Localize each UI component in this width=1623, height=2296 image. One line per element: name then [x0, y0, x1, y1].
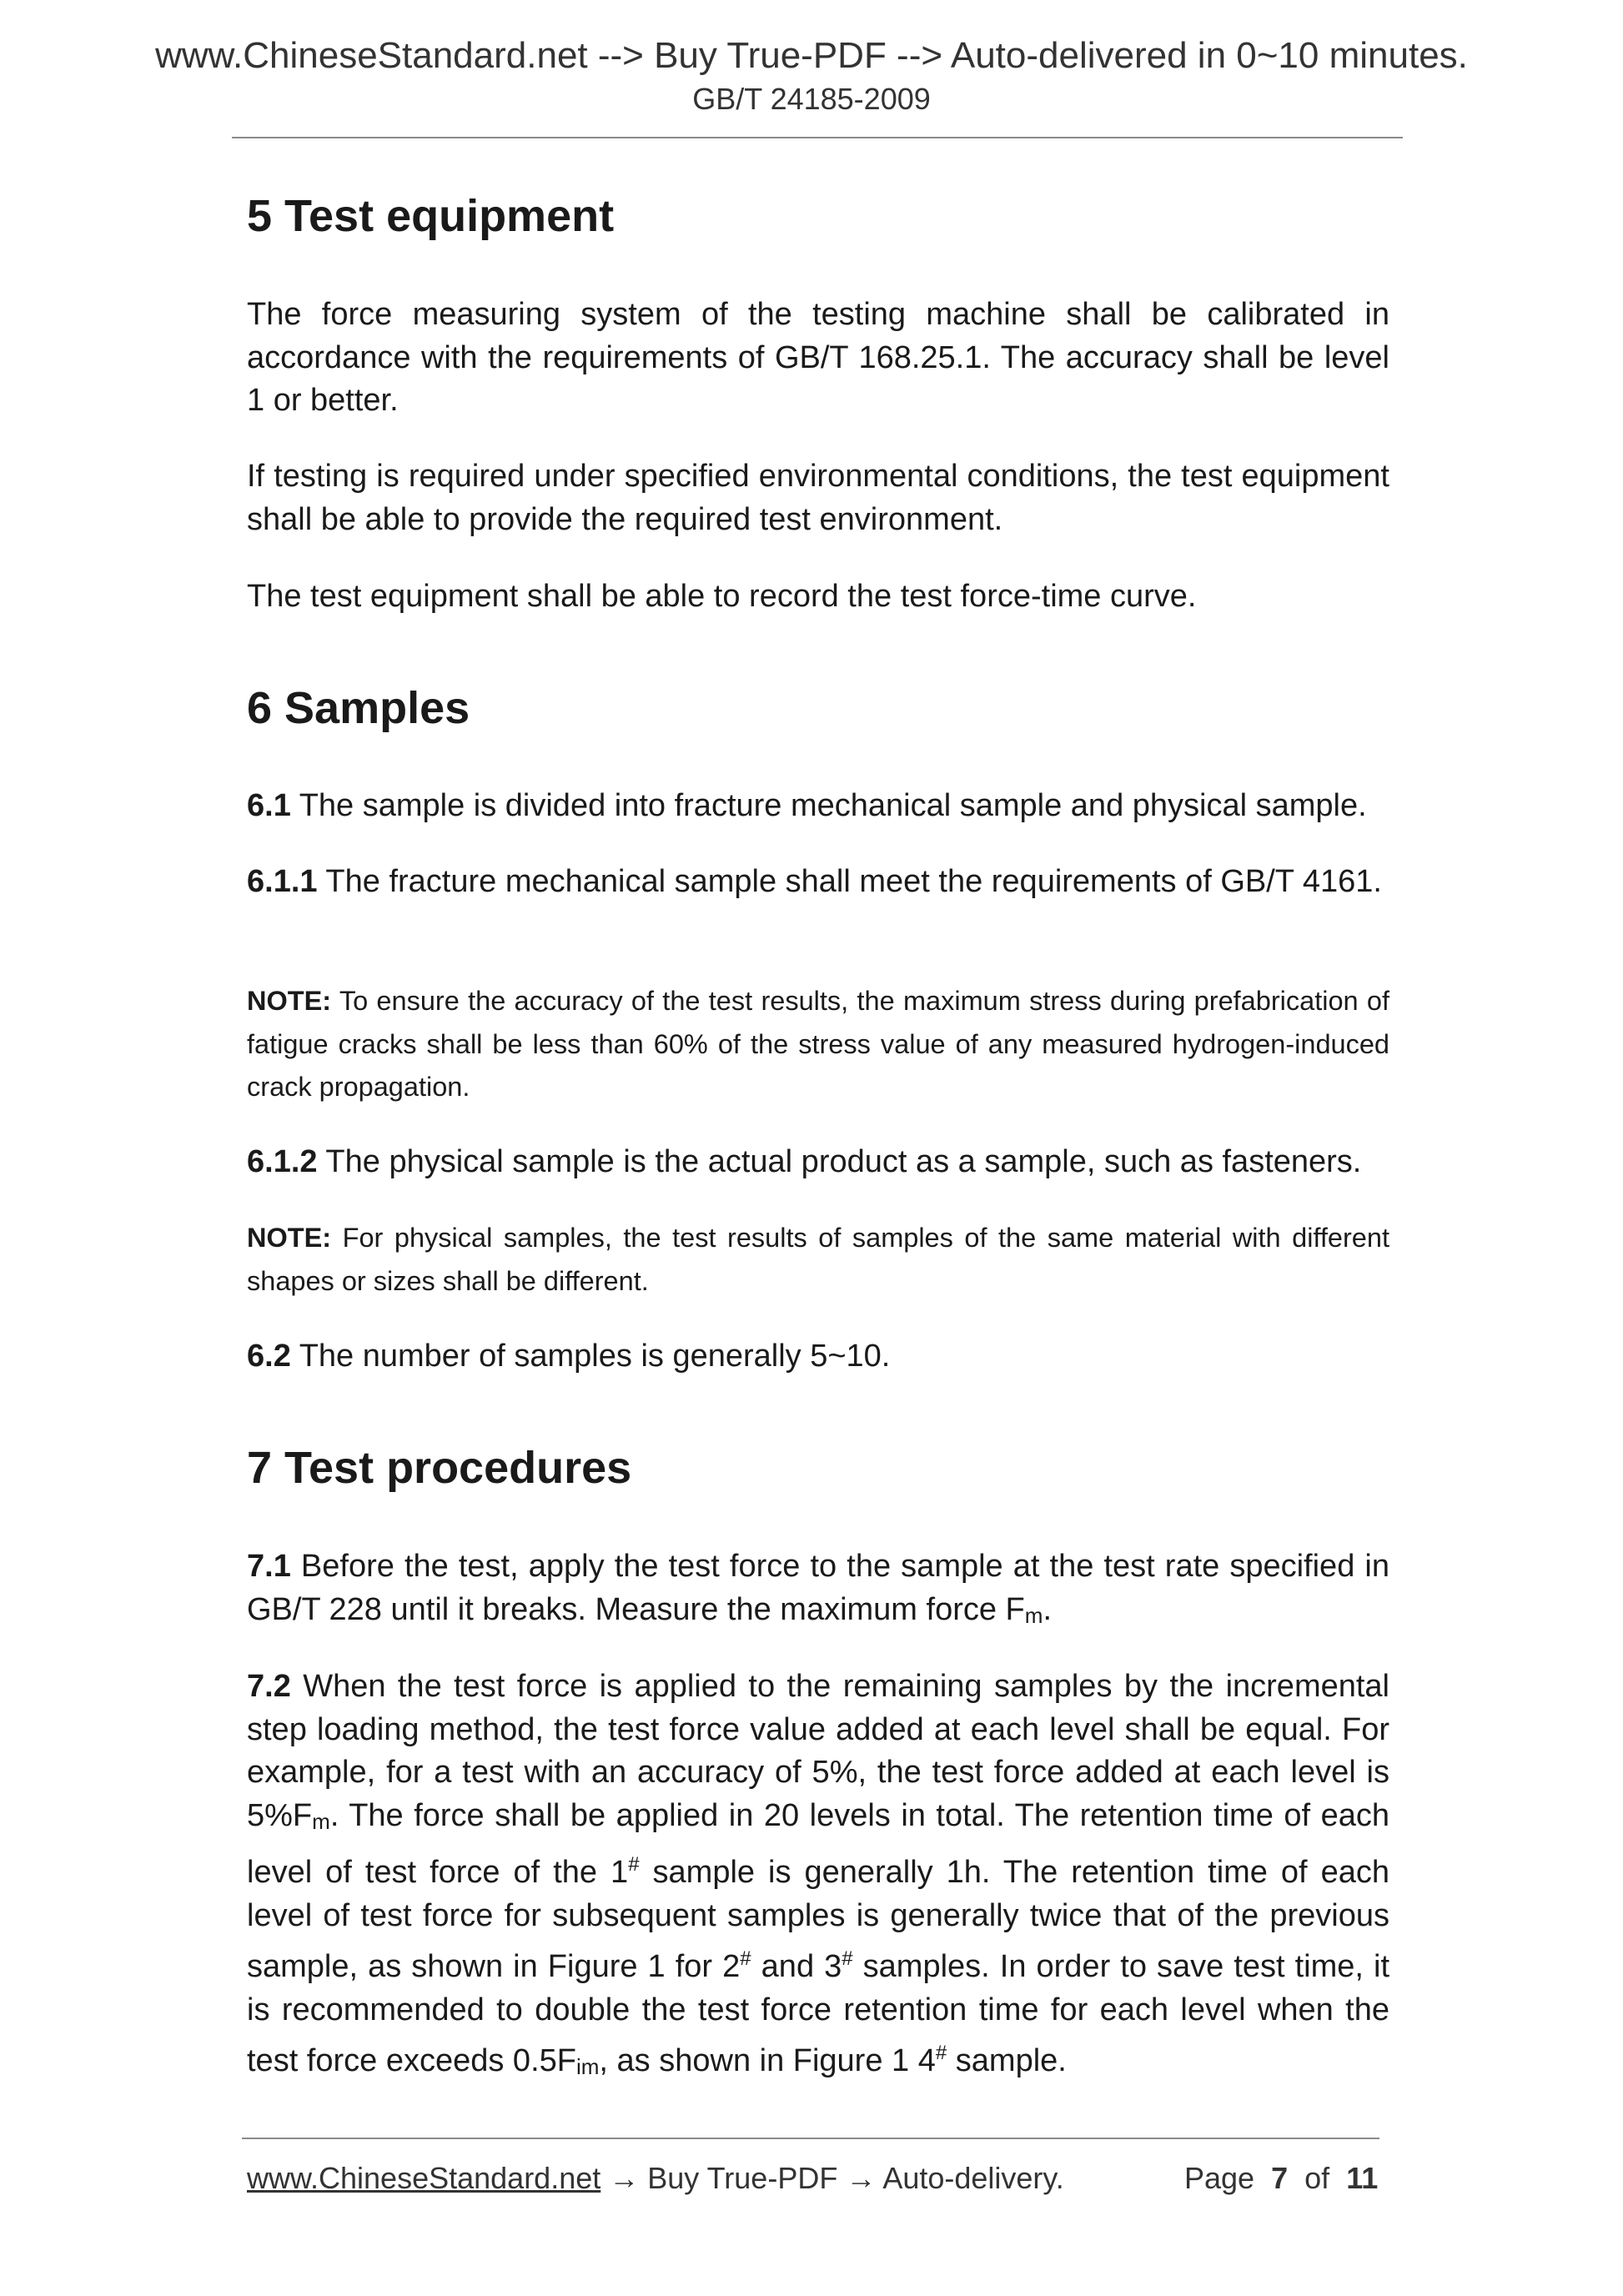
note-label: NOTE: — [247, 986, 332, 1016]
clause-6-1-2-number: 6.1.2 — [247, 1144, 318, 1179]
header-divider — [232, 137, 1403, 138]
footer-promo — [247, 2161, 1064, 2196]
page-of-label: of — [1304, 2161, 1330, 2195]
clause-7-2-text-1: When the test force is applied to the remaining samples by the incremental step loading method, the test force value added at each level shall be equal. For example, for a test with an accuracy of 5%, the test force added at each level is 5%F — [247, 1669, 1389, 1833]
note-text: For physical samples, the test results of samples of the same material with different shapes or sizes shall be different. — [247, 1223, 1389, 1296]
section-5-paragraph-3: The test equipment shall be able to record the test force-time curve. — [247, 579, 1197, 614]
clause-7-2-text-4: and 3 — [751, 1949, 842, 1984]
superscript: # — [935, 2042, 947, 2064]
subscript: m — [1024, 1602, 1043, 1628]
clause-6-1-1 — [247, 861, 1389, 904]
clause-6-1-number: 6.1 — [247, 788, 291, 823]
page-total: 11 — [1346, 2161, 1379, 2195]
section-7-heading: 7 Test procedures — [247, 1443, 632, 1493]
section-5-heading: 5 Test equipment — [247, 191, 615, 241]
clause-6-1 — [247, 785, 1389, 828]
subscript: im — [575, 2054, 600, 2079]
clause-7-2 — [247, 1665, 1389, 2089]
section-5-paragraph-1: The force measuring system of the testing machine shall be calibrated in accordance with the requirements of GB/T 168.25.1. The accuracy shall be level 1 or better. — [247, 297, 1389, 418]
superscript: # — [842, 1947, 853, 1970]
clause-7-2-text-2: . The force shall be applied in 20 levels in total. The retention time of each level of test force of the 1 — [247, 1797, 1389, 1890]
page-indicator — [1184, 2161, 1378, 2196]
footer-website-link[interactable]: www.ChineseStandard.net — [247, 2161, 601, 2195]
clause-7-2-text-7: sample. — [947, 2043, 1067, 2078]
clause-7-1-number: 7.1 — [247, 1549, 291, 1584]
page-number: 7 — [1271, 2161, 1289, 2195]
section-5-paragraph-2: If testing is required under specified environmental conditions, the test equipment shall be able to provide the required test environment. — [247, 459, 1389, 537]
clause-6-2 — [247, 1335, 1389, 1379]
superscript: # — [628, 1853, 640, 1876]
subscript: m — [312, 1808, 330, 1834]
clause-7-1-text: Before the test, apply the test force to the sample at the test rate specified in GB/T 228 until it breaks. Measure the maximum force F — [247, 1549, 1389, 1627]
superscript: # — [740, 1947, 751, 1970]
clause-6-2-number: 6.2 — [247, 1339, 291, 1374]
clause-7-1 — [247, 1545, 1389, 1637]
note-label: NOTE: — [247, 1223, 332, 1253]
header-banner: www.ChineseStandard.net --> Buy True-PDF --> Auto-delivered in 0~10 minutes. — [155, 35, 1468, 76]
note-fracture-sample — [247, 980, 1389, 1109]
clause-6-1-1-number: 6.1.1 — [247, 864, 318, 899]
note-text: To ensure the accuracy of the test results, the maximum stress during prefabrication of fatigue cracks shall be less than 60% of the stress value of any measured hydrogen-induced crack propagation. — [247, 986, 1389, 1102]
clause-7-2-text-6: , as shown in Figure 1 4 — [599, 2043, 936, 2078]
clause-7-2-text-5: samples. In order to save test time, it is recommended to double the test force retention time for each level when the test force exceeds 0.5F — [247, 1949, 1390, 2078]
clause-6-1-2 — [247, 1141, 1389, 1184]
clause-6-1-1-text: The fracture mechanical sample shall meet the requirements of GB/T 4161. — [317, 864, 1382, 899]
page-label: Page — [1184, 2161, 1255, 2195]
clause-7-2-number: 7.2 — [247, 1669, 291, 1704]
clause-6-1-text: The sample is divided into fracture mechanical sample and physical sample. — [290, 788, 1367, 823]
clause-7-2-text-3: sample is generally 1h. The retention time of each level of test force for subsequent samples is generally twice that of the previous sample, as shown in Figure 1 for 2 — [247, 1855, 1390, 1984]
standard-code: GB/T 24185-2009 — [692, 82, 931, 116]
note-physical-sample — [247, 1217, 1389, 1303]
clause-6-2-text: The number of samples is generally 5~10. — [290, 1339, 891, 1374]
clause-7-1-end: . — [1043, 1591, 1052, 1627]
section-6-heading: 6 Samples — [247, 683, 470, 733]
clause-6-1-2-text: The physical sample is the actual product as a sample, such as fasteners. — [317, 1144, 1362, 1179]
footer-divider — [242, 2138, 1379, 2139]
footer-tagline: → Buy True-PDF → Auto-delivery. — [600, 2161, 1064, 2195]
